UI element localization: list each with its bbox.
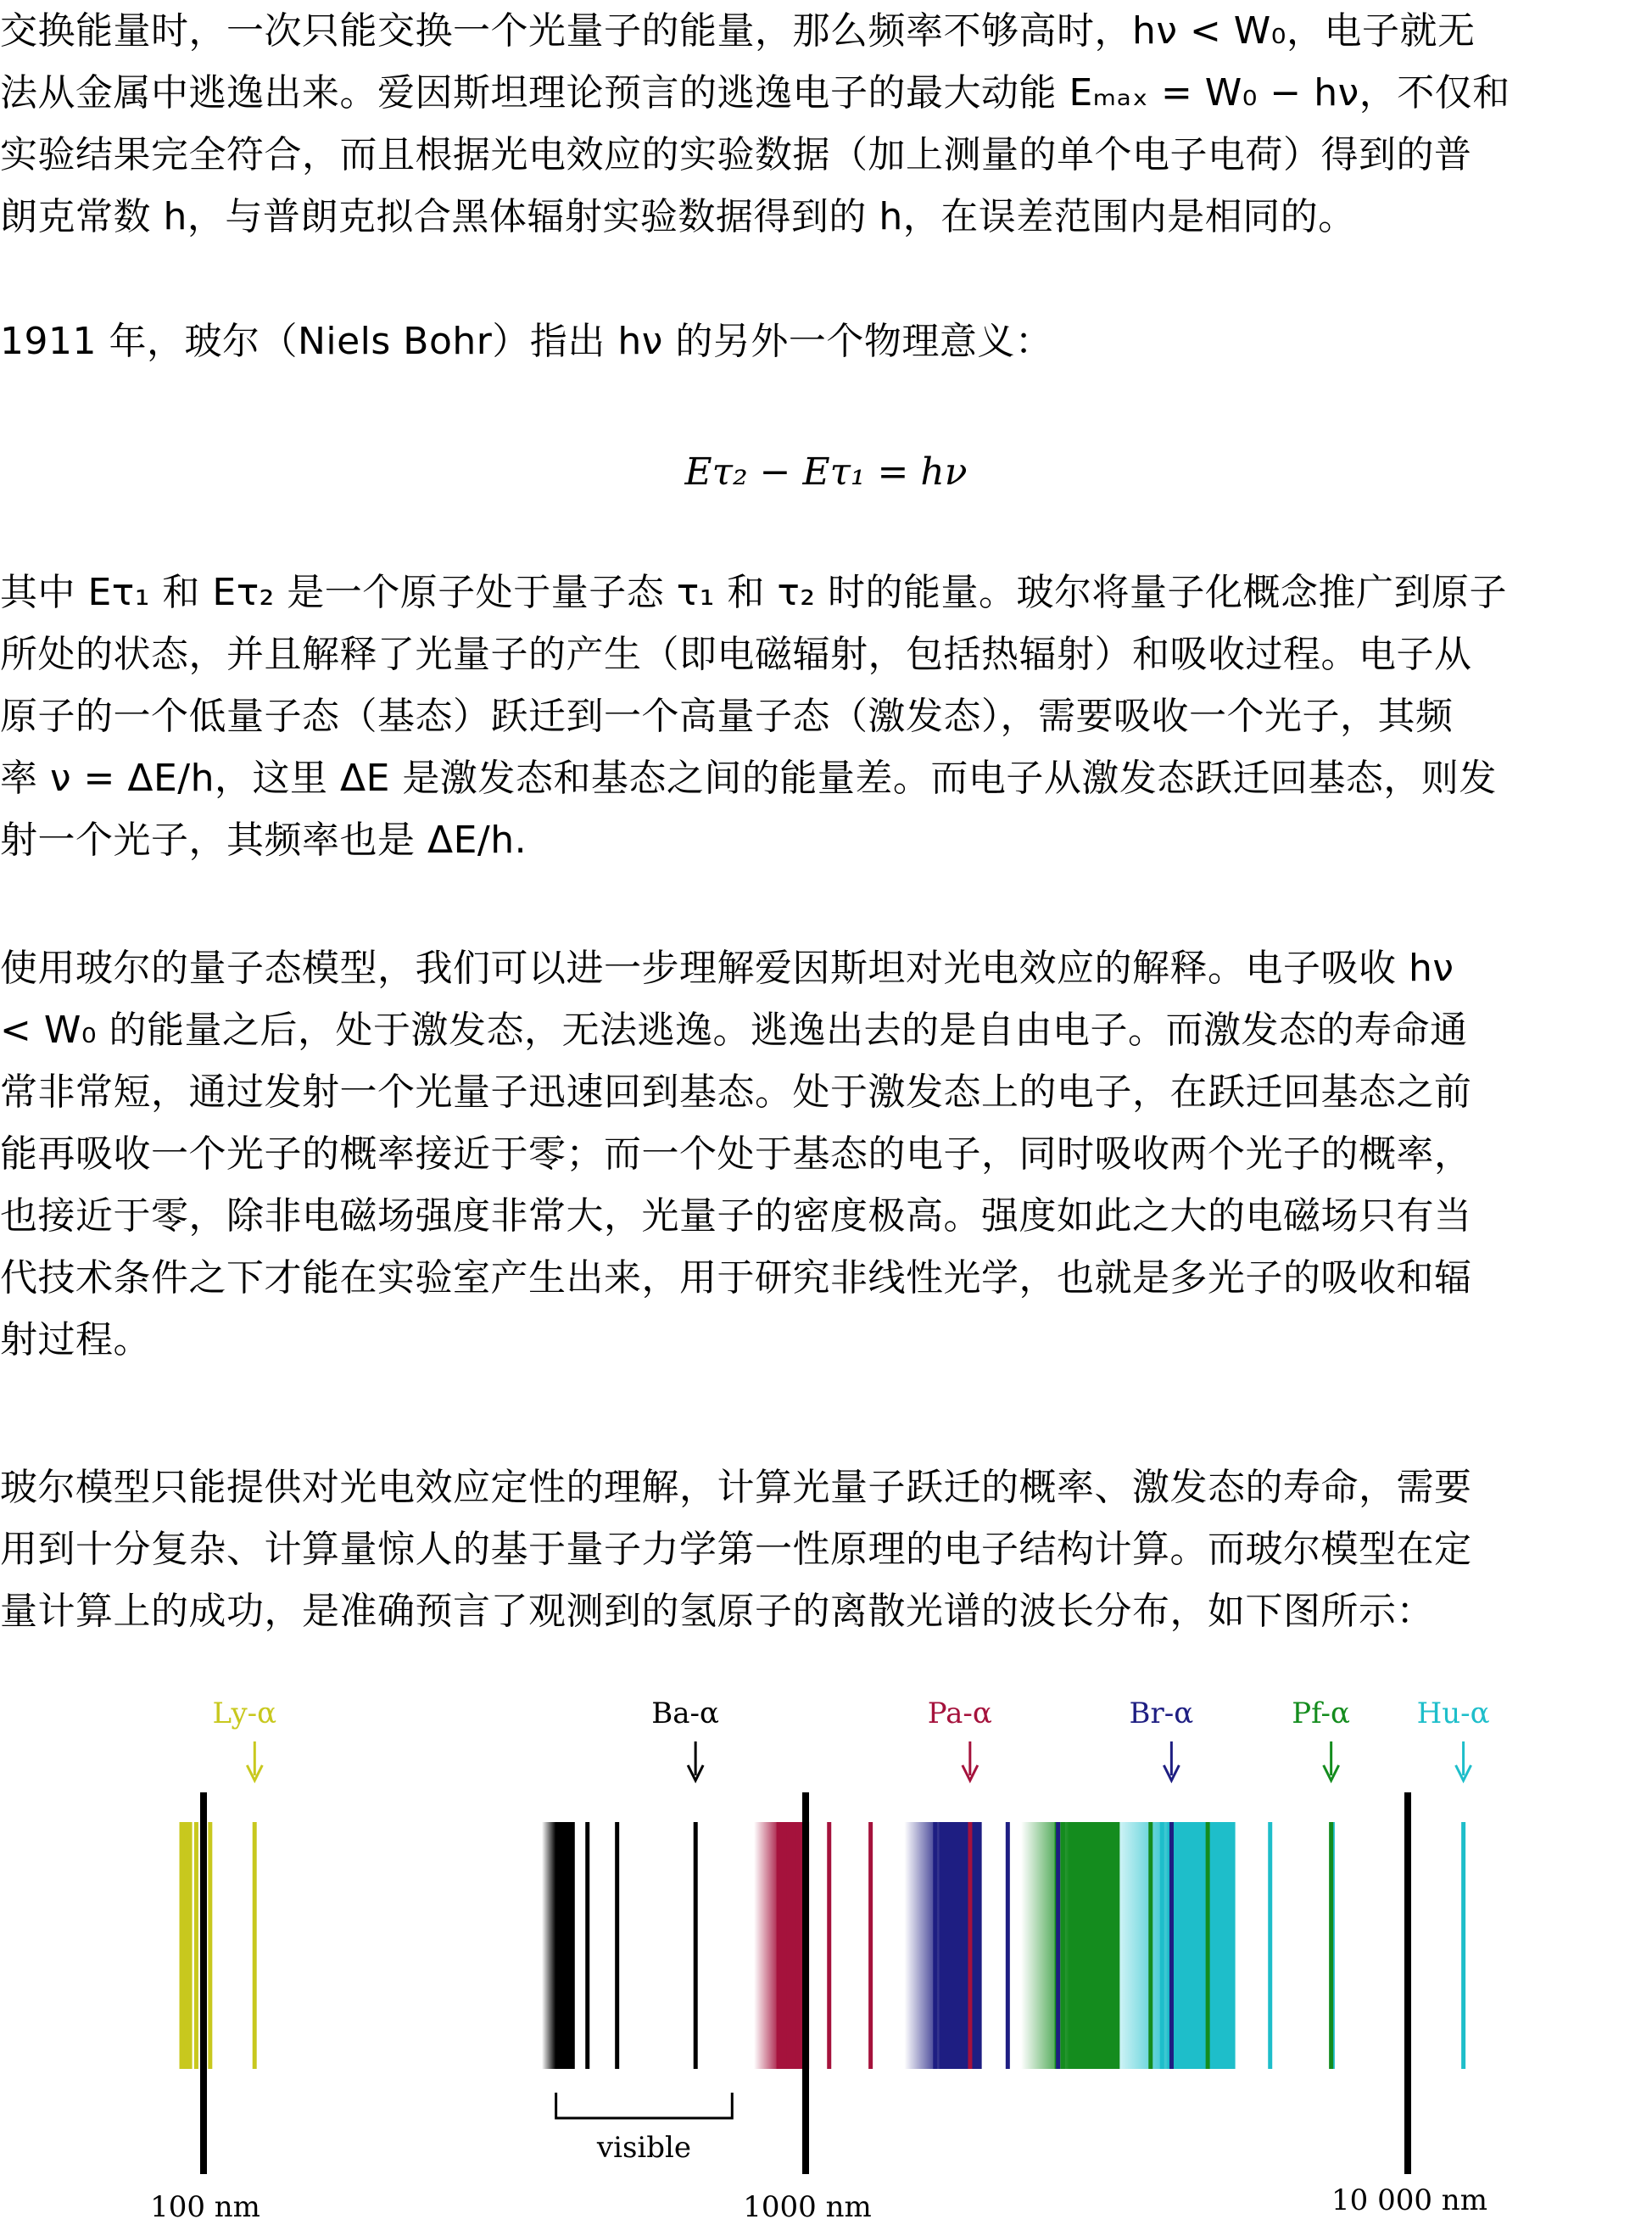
spectral-line (208, 1822, 212, 2069)
text-line: 法从金属中逃逸出来。爱因斯坦理论预言的逃逸电子的最大动能 Eₘₐₓ = W₀ − hν，不仅和 (0, 71, 1510, 115)
spectral-line (978, 1822, 982, 2069)
text-line: 1911 年，玻尔（Niels Bohr）指出 hν 的另外一个物理意义： (0, 320, 1053, 363)
text-line: 交换能量时，一次只能交换一个光量子的能量，那么频率不够高时，hν < W₀，电子就无 (0, 9, 1476, 53)
spectral-line (1148, 1822, 1152, 2069)
energy-equation: Eτ₂ − Eτ₁ = hν (684, 450, 968, 494)
spectral-line (585, 1822, 589, 2069)
spectral-line (556, 1822, 561, 2069)
text-line: 朗克常数 h，与普朗克拟合黑体辐射实验数据得到的 h，在误差范围内是相同的。 (0, 195, 1356, 238)
spectral-line (827, 1822, 831, 2069)
scale-label: 100 nm (150, 2190, 260, 2224)
spectral-line (791, 1822, 795, 2069)
text-line: 所处的状态，并且解释了光量子的产生（即电磁辐射，包括热辐射）和吸收过程。电子从 (0, 633, 1472, 676)
visible-range-bracket (556, 2093, 733, 2118)
spectral-line (960, 1822, 964, 2069)
spectral-line (1115, 1822, 1119, 2069)
scale-markers (150, 1792, 1487, 2224)
alpha-line (1169, 1822, 1174, 2069)
paragraph-photoelectric (0, 0, 1652, 248)
text-line: 实验结果完全符合，而且根据光电效应的实验数据（加上测量的单个电子电荷）得到的普 (0, 133, 1472, 176)
alpha-line (694, 1822, 698, 2069)
alpha-line (1329, 1822, 1333, 2069)
spectral-line (1080, 1822, 1084, 2069)
series-labels (212, 1697, 1489, 1780)
spectral-line (1160, 1822, 1164, 2069)
scale-label: 10 000 nm (1331, 2183, 1487, 2217)
series-label: Pa-α (927, 1697, 992, 1730)
text-line: < W₀ 的能量之后，处于激发态，无法逃逸。逃逸出去的是自由电子。而激发态的寿命通 (0, 1009, 1468, 1052)
visible-label: visible (596, 2131, 692, 2165)
scale-label: 1000 nm (743, 2190, 872, 2224)
spectral-lines (180, 1822, 1465, 2069)
paragraph-bohr-limits (0, 1456, 1652, 1642)
series-label: Ba-α (651, 1697, 720, 1730)
spectral-line (1061, 1822, 1065, 2069)
text-line: 使用玻尔的量子态模型，我们可以进一步理解爱因斯坦对光电效应的解释。电子吸收 hν (0, 947, 1454, 990)
spectral-line (562, 1822, 566, 2069)
series-label: Hu-α (1416, 1697, 1490, 1730)
spectral-bands (180, 1822, 1234, 2069)
text-line: 也接近于零，除非电磁场强度非常大，光量子的密度极高。强度如此之大的电磁场只有当 (0, 1194, 1472, 1238)
scale-marker-bar (802, 1792, 809, 2174)
text-line: 其中 Eτ₁ 和 Eτ₂ 是一个原子处于量子态 τ₁ 和 τ₂ 时的能量。玻尔将量子化概念推广到原子 (0, 571, 1508, 614)
series-continuum-band (1116, 1822, 1233, 2069)
spectral-line (783, 1822, 787, 2069)
alpha-line (968, 1822, 972, 2069)
paragraph-bohr-intro (0, 310, 1652, 372)
scale-marker-bar (200, 1792, 207, 2174)
spectral-line (194, 1822, 198, 2069)
text-line: 量计算上的成功，是准确预言了观测到的氢原子的离散光谱的波长分布，如下图所示： (0, 1590, 1434, 1633)
series-label: Pf-α (1292, 1697, 1350, 1730)
series-label: Br-α (1129, 1697, 1194, 1730)
spectral-line (1056, 1822, 1060, 2069)
spectral-line (180, 1822, 184, 2069)
spectral-line (1094, 1822, 1098, 2069)
spectral-line (1069, 1822, 1073, 2069)
text-line: 射过程。 (0, 1318, 151, 1361)
text-line: 用到十分复杂、计算量惊人的基于量子力学第一性原理的电子结构计算。而玻尔模型在定 (0, 1528, 1472, 1571)
series-label: Ly-α (212, 1697, 277, 1730)
text-line: 常非常短，通过发射一个光量子迅速回到基态。处于激发态上的电子，在跃迁回基态之前 (0, 1070, 1472, 1114)
text-line: 能再吸收一个光子的概率接近于零；而一个处于基态的电子，同时吸收两个光子的概率， (0, 1132, 1472, 1176)
spectral-line (615, 1822, 619, 2069)
text-line: 玻尔模型只能提供对光电效应定性的理解，计算光量子跃迁的概率、激发态的寿命，需要 (0, 1466, 1472, 1509)
spectral-line (933, 1822, 937, 2069)
paragraph-quantum-states (0, 562, 1652, 871)
text-line: 代技术条件之下才能在实验室产生出来，用于研究非线性光学，也就是多光子的吸收和辐 (0, 1256, 1472, 1300)
spectral-line (1268, 1822, 1272, 2069)
scale-marker-bar (1404, 1792, 1411, 2174)
spectral-line (948, 1822, 952, 2069)
spectral-line (1006, 1822, 1010, 2069)
text-line: 射一个光子，其频率也是 ΔE/h. (0, 819, 527, 862)
spectral-line (1190, 1822, 1194, 2069)
text-line: 原子的一个低量子态（基态）跃迁到一个高量子态（激发态），需要吸收一个光子，其频 (0, 695, 1454, 738)
spectral-line (1231, 1822, 1236, 2069)
spectral-line (571, 1822, 575, 2069)
paragraph-bohr-model (0, 937, 1652, 1371)
spectral-line (868, 1822, 873, 2069)
text-line: 率 ν = ΔE/h，这里 ΔE 是激发态和基态之间的能量差。而电子从激发态跃迁回基态，则发 (0, 757, 1497, 800)
spectral-line (940, 1822, 944, 2069)
hydrogen-spectrum-figure (0, 1684, 1652, 2236)
alpha-line (253, 1822, 257, 2069)
spectral-line (777, 1822, 781, 2069)
alpha-line (1461, 1822, 1465, 2069)
spectral-line (1177, 1822, 1181, 2069)
spectral-line (1206, 1822, 1210, 2069)
